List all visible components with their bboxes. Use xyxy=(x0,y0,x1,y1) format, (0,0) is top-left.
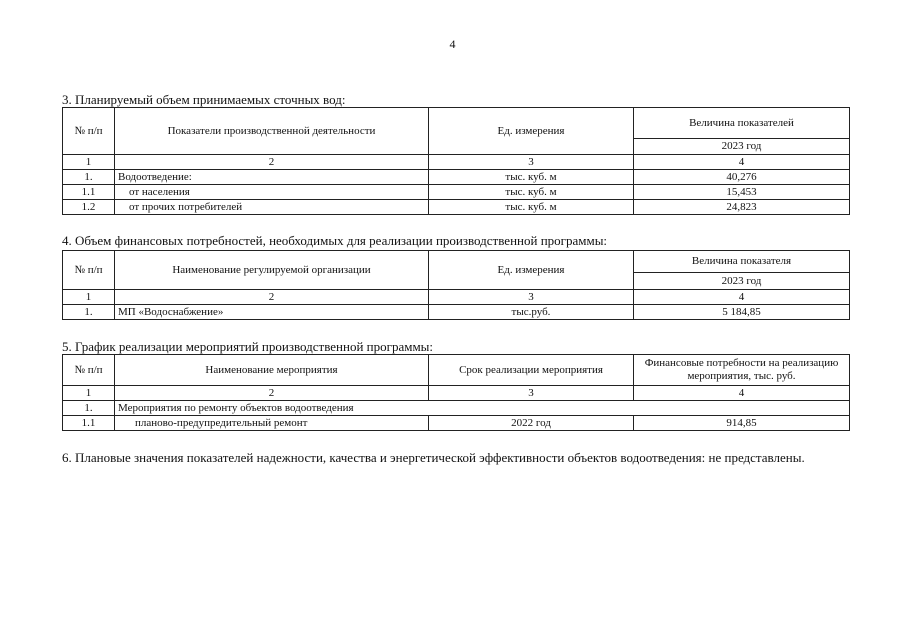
row-finance: 914,85 xyxy=(634,416,850,431)
section-3-title: 3. Планируемый объем принимаемых сточных вод: xyxy=(62,92,346,107)
col-number: 4 xyxy=(634,386,850,401)
row-num: 1. xyxy=(63,305,115,320)
col-number: 4 xyxy=(634,290,850,305)
col-number: 1 xyxy=(63,290,115,305)
table-row xyxy=(63,200,850,215)
table-row xyxy=(63,185,850,200)
implementation-schedule-table xyxy=(62,354,850,431)
row-num: 1.2 xyxy=(63,200,115,215)
header-unit: Ед. измерения xyxy=(429,251,634,290)
row-value: 5 184,85 xyxy=(634,305,850,320)
row-name: от населения xyxy=(115,185,429,200)
header-org: Наименование регулируемой организации xyxy=(115,251,429,290)
row-value: 15,453 xyxy=(634,185,850,200)
row-num: 1.1 xyxy=(63,416,115,431)
page-number: 4 xyxy=(449,37,456,51)
table-row xyxy=(63,305,850,320)
row-org-name: МП «Водоснабжение» xyxy=(115,305,429,320)
header-value: Величина показателей xyxy=(634,108,850,139)
table-header-row xyxy=(63,355,850,386)
header-value: Величина показателя xyxy=(634,251,850,273)
row-unit: тыс.руб. xyxy=(429,305,634,320)
col-number: 1 xyxy=(63,386,115,401)
row-num: 1.1 xyxy=(63,185,115,200)
row-unit: тыс. куб. м xyxy=(429,170,634,185)
header-year: 2023 год xyxy=(634,273,850,290)
col-number: 3 xyxy=(429,155,634,170)
header-year: 2023 год xyxy=(634,139,850,155)
section-4-title: 4. Объем финансовых потребностей, необходимых для реализации производственной программы: xyxy=(62,233,608,248)
header-finance: Финансовые потребности на реализацию мероприятия, тыс. руб. xyxy=(634,355,850,386)
row-value: 40,276 xyxy=(634,170,850,185)
header-event: Наименование мероприятия xyxy=(115,355,429,386)
row-num: 1. xyxy=(63,170,115,185)
financial-needs-table xyxy=(62,250,850,320)
header-num: № п/п xyxy=(63,355,115,386)
group-name: Мероприятия по ремонту объектов водоотведения xyxy=(115,401,850,416)
col-number: 2 xyxy=(115,155,429,170)
row-unit: тыс. куб. м xyxy=(429,185,634,200)
header-num: № п/п xyxy=(63,108,115,155)
header-num: № п/п xyxy=(63,251,115,290)
col-number: 4 xyxy=(634,155,850,170)
col-number: 3 xyxy=(429,386,634,401)
section-5-title: 5. График реализации мероприятий производственной программы: xyxy=(62,339,434,354)
header-term: Срок реализации мероприятия xyxy=(429,355,634,386)
row-value: 24,823 xyxy=(634,200,850,215)
column-number-row xyxy=(63,290,850,305)
column-number-row xyxy=(63,155,850,170)
table-row xyxy=(63,170,850,185)
row-event-name: планово-предупредительный ремонт xyxy=(115,416,429,431)
row-name: от прочих потребителей xyxy=(115,200,429,215)
row-name: Водоотведение: xyxy=(115,170,429,185)
section-6-text: 6. Плановые значения показателей надежности, качества и энергетической эффективности объектов водоотведения: не представлены. xyxy=(62,450,805,465)
group-row xyxy=(63,401,850,416)
row-unit: тыс. куб. м xyxy=(429,200,634,215)
table-header-row xyxy=(63,108,850,139)
col-number: 1 xyxy=(63,155,115,170)
row-term: 2022 год xyxy=(429,416,634,431)
col-number: 2 xyxy=(115,386,429,401)
col-number: 3 xyxy=(429,290,634,305)
table-row xyxy=(63,416,850,431)
group-num: 1. xyxy=(63,401,115,416)
header-unit: Ед. измерения xyxy=(429,108,634,155)
table-header-row xyxy=(63,251,850,273)
col-number: 2 xyxy=(115,290,429,305)
header-indicator: Показатели производственной деятельности xyxy=(115,108,429,155)
column-number-row xyxy=(63,386,850,401)
wastewater-volume-table xyxy=(62,107,850,215)
